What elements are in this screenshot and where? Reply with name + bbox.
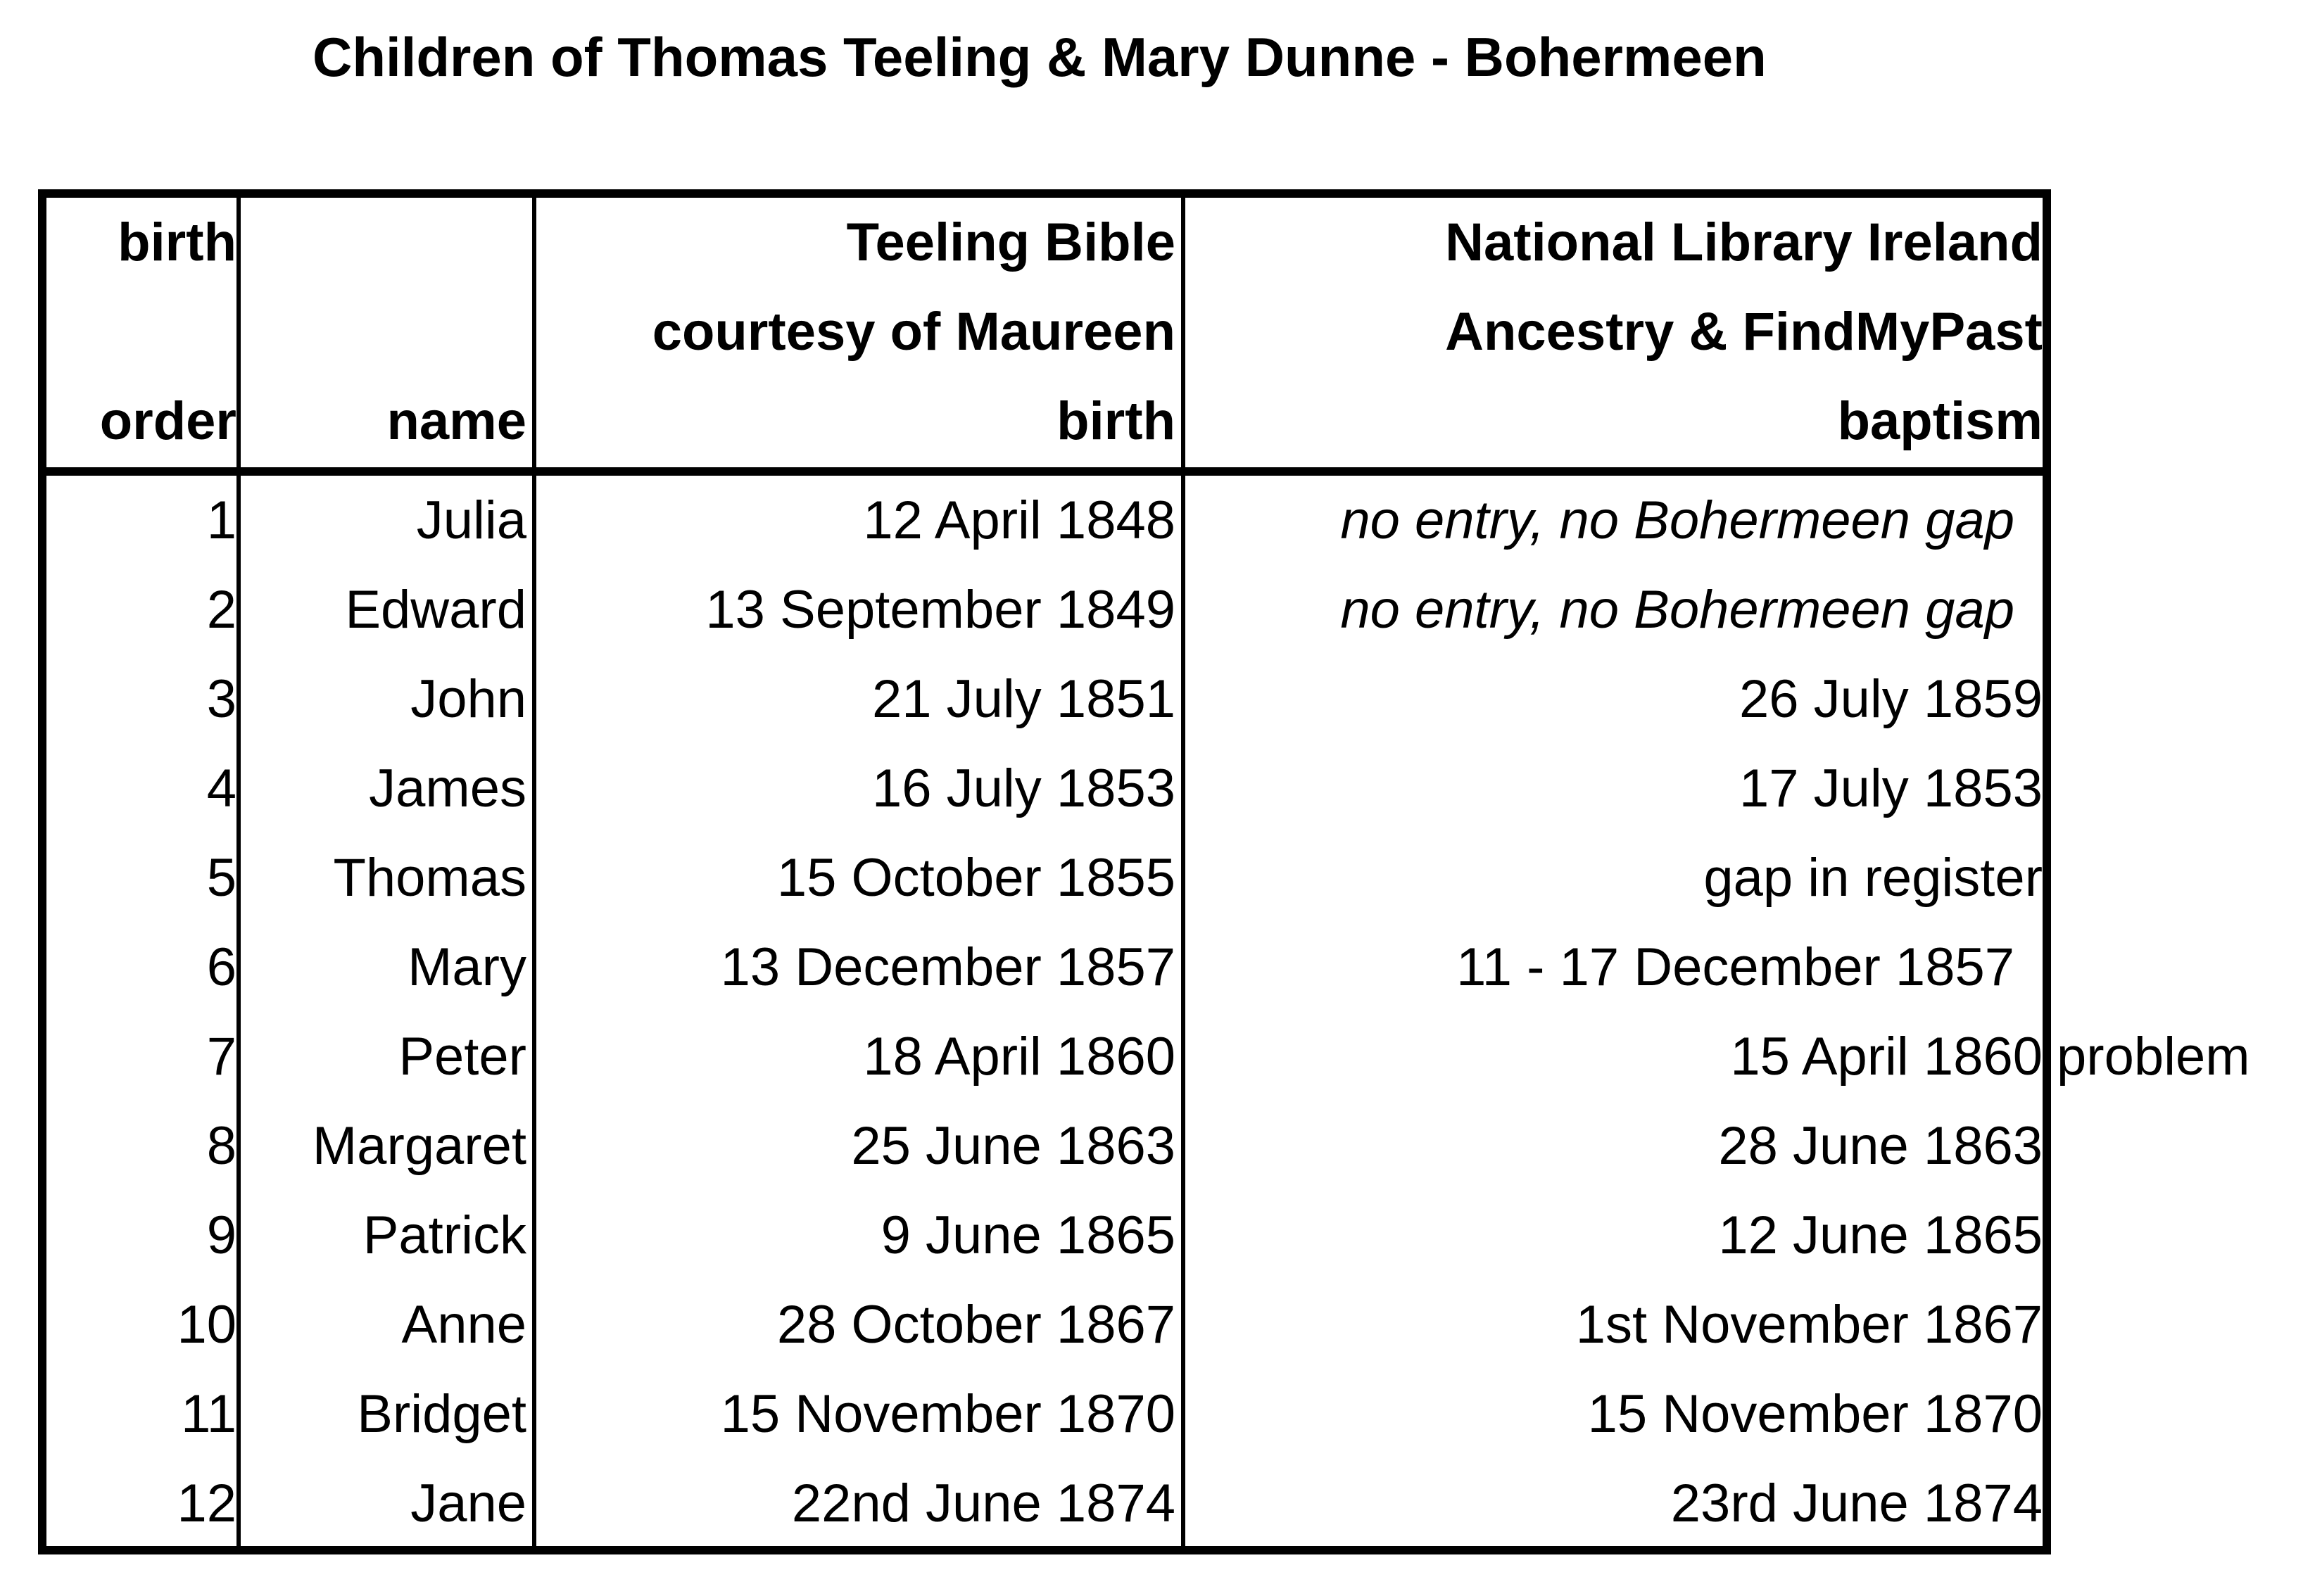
cell-baptism: 28 June 1863 [1718,1116,2043,1176]
cell-bible-birth: 28 October 1867 [776,1295,1175,1355]
cell-baptism: 23rd June 1874 [1670,1474,2043,1533]
cell-birth-order: 7 [206,1027,236,1087]
cell-birth-order: 11 [181,1384,236,1444]
cell-bible-birth: 18 April 1860 [863,1027,1175,1087]
cell-bible-birth: 16 July 1853 [872,759,1175,818]
cell-birth-order: 1 [206,490,236,550]
cell-bible-birth: 25 June 1863 [851,1116,1175,1176]
cell-bible-birth: 21 July 1851 [872,669,1175,729]
page-title: Children of Thomas Teeling & Mary Dunne - Bohermeen [313,26,1767,88]
cell-baptism: 15 November 1870 [1587,1384,2043,1444]
cell-birth-order: 5 [206,848,236,908]
cell-bible-birth: 13 December 1857 [720,937,1175,997]
row-note: problem [2057,1027,2250,1087]
cell-baptism: gap in register [1703,848,2043,908]
cell-bible-birth: 13 September 1849 [705,580,1175,640]
cell-birth-order: 6 [206,937,236,997]
cell-name: Patrick [362,1205,526,1265]
header-bible-line1: Teeling Bible [846,213,1175,272]
cell-baptism: 15 April 1860 [1730,1027,2043,1087]
header-nli-line3: baptism [1837,391,2043,451]
header-bible-line2: courtesy of Maureen [652,302,1175,362]
cell-birth-order: 10 [177,1295,236,1355]
cell-name: Peter [398,1027,526,1087]
cell-name: Edward [345,580,526,640]
cell-baptism: 1st November 1867 [1575,1295,2043,1355]
header-birth-order-line1: birth [118,213,236,272]
header-nli-line1: National Library Ireland [1445,213,2043,272]
cell-name: Jane [410,1474,526,1533]
header-name: name [386,391,526,451]
cell-birth-order: 4 [206,759,236,818]
children-table [38,189,2051,1554]
cell-baptism: 11 - 17 December 1857 [1456,937,2014,997]
cell-name: Anne [401,1295,526,1355]
cell-bible-birth: 9 June 1865 [881,1205,1175,1265]
cell-name: Mary [408,937,526,997]
cell-bible-birth: 15 November 1870 [720,1384,1175,1444]
cell-name: Margaret [312,1116,526,1176]
cell-bible-birth: 12 April 1848 [863,490,1175,550]
cell-baptism: 26 July 1859 [1739,669,2043,729]
cell-birth-order: 8 [206,1116,236,1176]
cell-baptism: 17 July 1853 [1739,759,2043,818]
cell-birth-order: 9 [206,1205,236,1265]
cell-birth-order: 2 [206,580,236,640]
cell-bible-birth: 15 October 1855 [776,848,1175,908]
cell-name: Bridget [357,1384,526,1444]
cell-baptism: no entry, no Bohermeen gap [1340,490,2014,550]
cell-name: Thomas [333,848,526,908]
cell-name: John [410,669,526,729]
cell-baptism: 12 June 1865 [1718,1205,2043,1265]
cell-birth-order: 3 [206,669,236,729]
header-bible-line3: birth [1056,391,1175,451]
cell-name: James [369,759,526,818]
cell-baptism: no entry, no Bohermeen gap [1340,580,2014,640]
header-divider [46,467,2043,476]
cell-name: Julia [416,490,526,550]
cell-birth-order: 12 [177,1474,236,1533]
header-birth-order-line3: order [99,391,236,451]
header-nli-line2: Ancestry & FindMyPast [1445,302,2043,362]
cell-bible-birth: 22nd June 1874 [791,1474,1175,1533]
